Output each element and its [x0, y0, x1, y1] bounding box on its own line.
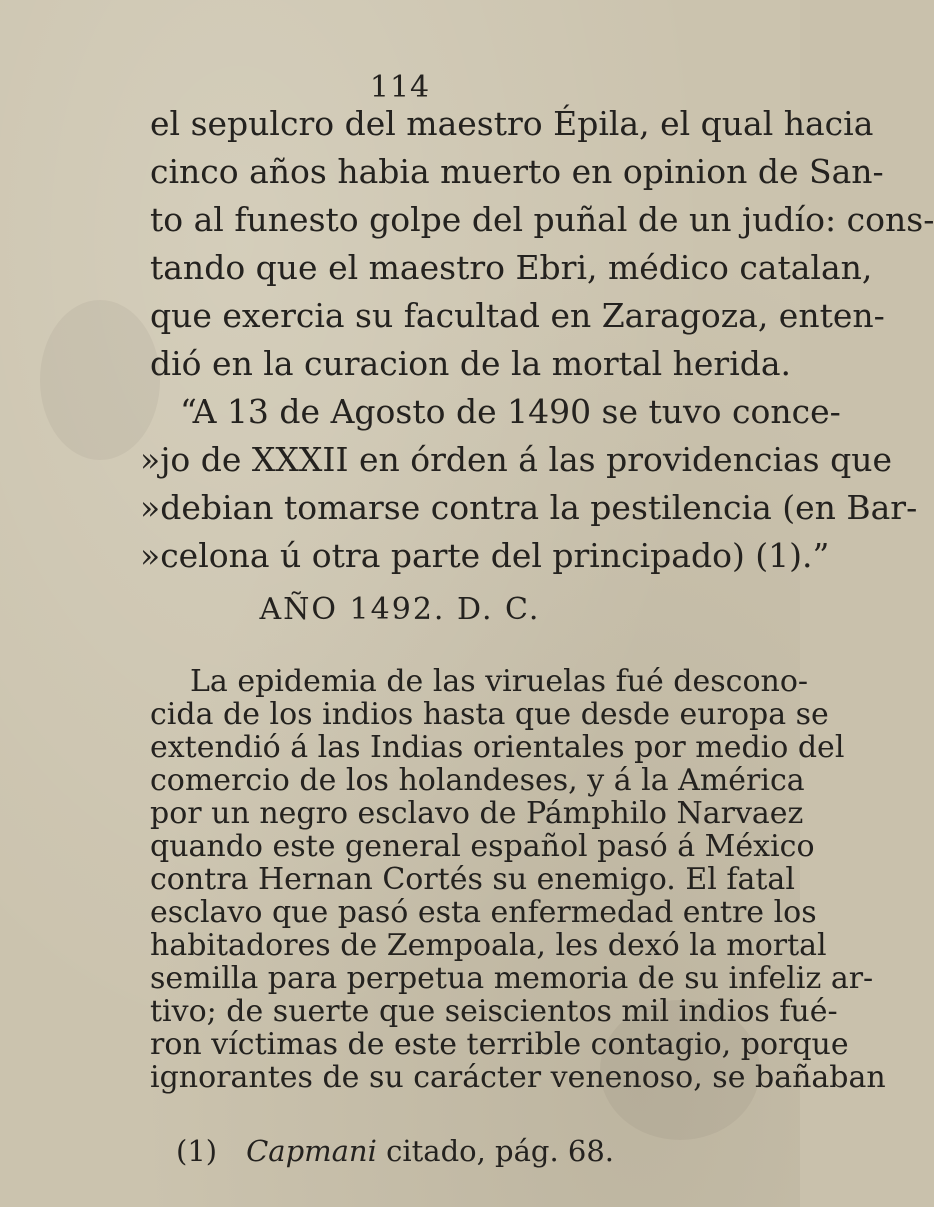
text-line: cida de los indios hasta que desde europa se [150, 697, 829, 732]
text-line: to al funesto golpe del puñal de un judío: cons- [150, 200, 934, 239]
text-line: por un negro esclavo de Pámphilo Narvaez [150, 796, 804, 831]
text-line: »celona ú otra parte del principado) (1).” [140, 536, 830, 575]
text-line: el sepulcro del maestro Épila, el qual hacia [150, 104, 874, 143]
text-line: »jo de XXXII en órden á las providencias que [140, 440, 893, 479]
text-line: »debian tomarse contra la pestilencia (en Bar- [140, 488, 918, 527]
text-line: tivo; de suerte que seiscientos mil indios fué- [150, 994, 838, 1029]
text-line: dió en la curacion de la mortal herida. [150, 344, 792, 383]
footnote [176, 1134, 614, 1168]
text-line: ron víctimas de este terrible contagio, porque [150, 1027, 849, 1062]
text-line: que exercia su facultad en Zaragoza, enten- [150, 296, 885, 335]
footnote-marker: (1) [176, 1134, 218, 1168]
text-line: semilla para perpetua memoria de su infeliz ar- [150, 961, 874, 996]
text-line: “A 13 de Agosto de 1490 se tuvo conce- [180, 392, 841, 431]
text-line: esclavo que pasó esta enfermedad entre los [150, 895, 817, 930]
text-line: quando este general español pasó á México [150, 829, 815, 864]
text-line: ignorantes de su carácter venenoso, se bañaban [150, 1060, 886, 1095]
page-number: 114 [369, 70, 431, 105]
text-line: cinco años habia muerto en opinion de San- [150, 152, 884, 191]
footnote-citation: citado, pág. 68. [386, 1134, 615, 1168]
text-line: comercio de los holandeses, y á la América [150, 763, 805, 798]
text-line: tando que el maestro Ebri, médico catalan, [150, 248, 873, 287]
section-heading: AÑO 1492. D. C. [259, 592, 541, 627]
text-line: contra Hernan Cortés su enemigo. El fatal [150, 862, 795, 897]
text-line: La epidemia de las viruelas fué descono- [190, 664, 809, 699]
footnote-author: Capmani [246, 1134, 377, 1168]
text-line: extendió á las Indias orientales por medio del [150, 730, 845, 765]
text-line: habitadores de Zempoala, les dexó la mortal [150, 928, 827, 963]
